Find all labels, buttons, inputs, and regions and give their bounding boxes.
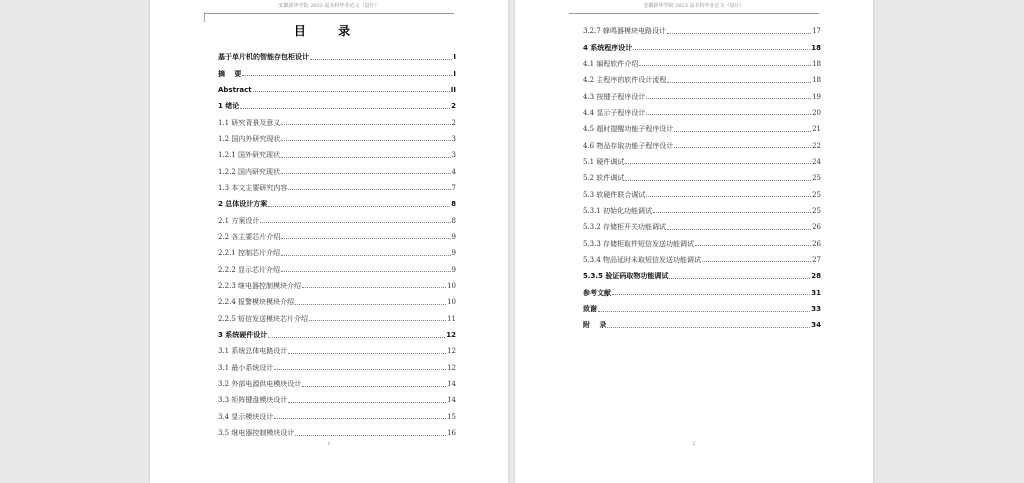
toc-entry-page: 12 xyxy=(447,347,456,356)
toc-entry[interactable] xyxy=(583,186,821,202)
page-number: 1 xyxy=(327,441,331,447)
toc-entry[interactable] xyxy=(218,245,456,261)
toc-entry-title: 4.4 显示子程序设计 xyxy=(583,108,646,117)
toc-entry-page: 26 xyxy=(812,239,821,248)
toc-entry-title: 5.3.4 物品延时未取短信发送功能调试 xyxy=(583,255,702,264)
dot-leader xyxy=(274,418,446,419)
dot-leader xyxy=(669,278,810,279)
toc-entry-title: 2.2.5 短信发送模块芯片介绍 xyxy=(218,314,309,323)
page-number: 2 xyxy=(692,441,696,447)
toc-entry-page: 22 xyxy=(812,141,821,150)
toc-entry[interactable] xyxy=(583,252,821,268)
toc-entry-title: 2.2 各主要芯片介绍 xyxy=(218,232,281,241)
toc-entry-page: 14 xyxy=(447,380,456,389)
toc-entry-title: 5.1 硬件调试 xyxy=(583,157,625,166)
toc-entry[interactable] xyxy=(583,88,821,104)
toc-entry[interactable] xyxy=(218,131,456,147)
toc-entry-page: 9 xyxy=(451,265,456,274)
toc-entry-page: 33 xyxy=(811,305,821,314)
toc-entry-page: 9 xyxy=(451,249,456,258)
toc-entry-title: 1.2.2 国内研究现状 xyxy=(218,167,281,176)
dot-leader xyxy=(598,311,810,312)
dot-leader xyxy=(281,140,450,141)
toc-entry[interactable] xyxy=(218,343,456,359)
toc-entry-title: 4.2 主程序的软件设计流程 xyxy=(583,76,667,85)
toc-entry-title: 2.2.2 显示芯片介绍 xyxy=(218,265,281,274)
dot-leader xyxy=(240,108,450,109)
toc-entry-page: 8 xyxy=(451,216,456,225)
toc-entry-title: 3.1 最小系统设计 xyxy=(218,363,274,372)
dot-leader xyxy=(607,327,810,328)
dot-leader xyxy=(695,245,811,246)
toc-entry[interactable] xyxy=(583,137,821,153)
toc-entry-page: 25 xyxy=(812,206,821,215)
dot-leader xyxy=(295,304,446,305)
toc-entry[interactable] xyxy=(583,23,821,39)
toc-entry-page: 2 xyxy=(451,118,456,127)
toc-entry[interactable] xyxy=(218,360,456,376)
toc-entry-page: 10 xyxy=(447,281,456,290)
toc-entry-page: 15 xyxy=(447,412,456,421)
header-rule xyxy=(569,13,819,14)
dot-leader xyxy=(646,98,811,99)
dot-leader xyxy=(702,261,811,262)
dot-leader xyxy=(242,75,452,76)
toc-list xyxy=(583,23,821,334)
crop-mark xyxy=(194,12,205,22)
toc-entry-page: I xyxy=(453,69,456,78)
toc-entry-page: 27 xyxy=(812,255,821,264)
toc-entry-page: 19 xyxy=(812,92,821,101)
toc-entry-title: 5.3.3 存储柜取件短信发送功能调试 xyxy=(583,239,695,248)
dot-leader xyxy=(633,49,810,50)
toc-entry[interactable] xyxy=(218,278,456,294)
toc-entry[interactable] xyxy=(218,49,456,65)
dot-leader xyxy=(653,212,811,213)
toc-entry-page: 4 xyxy=(451,167,456,176)
toc-entry[interactable] xyxy=(218,114,456,130)
toc-entry-title: Abstract xyxy=(218,85,252,94)
toc-entry[interactable] xyxy=(218,163,456,179)
dot-leader xyxy=(646,196,811,197)
toc-entry[interactable] xyxy=(218,82,456,98)
toc-entry-title: 2 总体设计方案 xyxy=(218,200,268,209)
toc-entry-page: 34 xyxy=(811,321,821,330)
toc-entry-page: 18 xyxy=(812,59,821,68)
dot-leader xyxy=(268,337,445,338)
toc-entry-page: 18 xyxy=(811,43,821,52)
toc-entry-page: 31 xyxy=(811,288,821,297)
toc-entry[interactable] xyxy=(583,219,821,235)
dot-leader xyxy=(639,65,811,66)
toc-entry-title: 3.5 继电器控制模块设计 xyxy=(218,429,295,438)
toc-entry-title: 3 系统硬件设计 xyxy=(218,331,268,340)
toc-entry[interactable] xyxy=(218,196,456,212)
toc-entry[interactable] xyxy=(218,311,456,327)
document-page-2 xyxy=(515,0,873,483)
dot-leader xyxy=(281,173,450,174)
dot-leader xyxy=(625,163,811,164)
toc-entry[interactable] xyxy=(583,317,821,333)
toc-list xyxy=(218,49,456,441)
toc-entry-page: 12 xyxy=(447,363,456,372)
toc-entry-page: 10 xyxy=(447,298,456,307)
dot-leader xyxy=(646,114,811,115)
toc-entry[interactable] xyxy=(583,72,821,88)
toc-entry-title: 5.3.2 存储柜开关功能调试 xyxy=(583,223,667,232)
toc-entry-title: 1.1 研究背景及意义 xyxy=(218,118,281,127)
toc-entry-title: 4.3 按键子程序设计 xyxy=(583,92,646,101)
dot-leader xyxy=(281,157,450,158)
toc-entry-page: 25 xyxy=(812,174,821,183)
toc-entry-title: 4.5 超时提醒功能子程序设计 xyxy=(583,125,674,134)
toc-entry[interactable] xyxy=(218,65,456,81)
toc-entry-title: 4 系统程序设计 xyxy=(583,43,633,52)
document-page-1 xyxy=(150,0,508,483)
dot-leader xyxy=(625,180,811,181)
toc-entry[interactable] xyxy=(583,56,821,72)
toc-entry[interactable] xyxy=(218,212,456,228)
dot-leader xyxy=(281,238,450,239)
toc-entry[interactable] xyxy=(583,268,821,284)
toc-entry-page: 20 xyxy=(812,108,821,117)
dot-leader xyxy=(288,189,450,190)
toc-entry[interactable] xyxy=(218,327,456,343)
toc-entry-page: 12 xyxy=(446,331,456,340)
toc-entry[interactable] xyxy=(583,235,821,251)
toc-entry[interactable] xyxy=(218,180,456,196)
dot-leader xyxy=(310,59,452,60)
dot-leader xyxy=(302,287,446,288)
toc-entry-title: 2.2.4 报警模块模块介绍 xyxy=(218,298,295,307)
toc-entry[interactable] xyxy=(218,425,456,441)
toc-entry[interactable] xyxy=(218,392,456,408)
toc-entry-title: 参考文献 xyxy=(583,288,611,297)
dot-leader xyxy=(288,402,446,403)
toc-entry-title: 基于单片机的智能存包柜设计 xyxy=(218,53,309,62)
dot-leader xyxy=(667,229,811,230)
toc-entry[interactable] xyxy=(583,170,821,186)
toc-entry[interactable] xyxy=(218,409,456,425)
header-rule xyxy=(204,13,454,14)
toc-entry-title: 摘 要 xyxy=(218,69,242,78)
toc-entry-title: 1 绪论 xyxy=(218,102,240,111)
toc-entry[interactable] xyxy=(218,376,456,392)
dot-leader xyxy=(288,353,446,354)
dot-leader xyxy=(302,386,446,387)
toc-entry-title: 2.2.3 继电器控制模块介绍 xyxy=(218,281,302,290)
dot-leader xyxy=(674,147,811,148)
dot-leader xyxy=(260,222,450,223)
dot-leader xyxy=(281,124,450,125)
toc-entry-title: 3.4 显示模块设计 xyxy=(218,412,274,421)
toc-entry-title: 1.2.1 国外研究现状 xyxy=(218,151,281,160)
toc-entry-page: 3 xyxy=(451,134,456,143)
toc-entry-page: 9 xyxy=(451,232,456,241)
toc-entry-title: 致谢 xyxy=(583,305,597,314)
toc-entry-title: 附 录 xyxy=(583,321,607,330)
toc-entry-title: 3.3 矩阵键盘模块设计 xyxy=(218,396,288,405)
dot-leader xyxy=(295,435,446,436)
toc-entry[interactable] xyxy=(583,203,821,219)
dot-leader xyxy=(268,206,450,207)
toc-entry-page: 16 xyxy=(447,429,456,438)
dot-leader xyxy=(667,82,811,83)
dot-leader xyxy=(253,91,450,92)
toc-entry-page: 26 xyxy=(812,223,821,232)
toc-entry[interactable] xyxy=(583,105,821,121)
toc-entry-page: 21 xyxy=(812,125,821,134)
toc-entry-page: 11 xyxy=(447,314,456,323)
toc-entry-page: 8 xyxy=(451,200,456,209)
toc-entry-title: 5.3.1 初始化功能调试 xyxy=(583,206,653,215)
dot-leader xyxy=(612,294,810,295)
toc-entry[interactable] xyxy=(218,294,456,310)
dot-leader xyxy=(281,255,450,256)
page-header: 安徽新华学院 2023 届本科毕业论文（设计） xyxy=(643,3,745,9)
toc-entry-title: 4.6 物品存取功能子程序设计 xyxy=(583,141,674,150)
toc-entry[interactable] xyxy=(218,229,456,245)
page-header: 安徽新华学院 2023 届本科毕业论文（设计） xyxy=(278,3,380,9)
toc-entry[interactable] xyxy=(583,285,821,301)
dot-leader xyxy=(281,271,450,272)
toc-entry-page: 3 xyxy=(451,151,456,160)
toc-entry-title: 5.3 软硬件联合调试 xyxy=(583,190,646,199)
toc-entry-page: I xyxy=(453,53,456,62)
toc-entry-title: 3.2 外部电源供电模块设计 xyxy=(218,380,302,389)
toc-entry[interactable] xyxy=(218,261,456,277)
toc-entry-page: 2 xyxy=(451,102,456,111)
toc-entry[interactable] xyxy=(218,147,456,163)
toc-entry-page: 28 xyxy=(811,272,821,281)
toc-entry-title: 4.1 编程软件介绍 xyxy=(583,59,639,68)
toc-entry-page: 14 xyxy=(447,396,456,405)
toc-entry[interactable] xyxy=(583,301,821,317)
toc-entry-page: 17 xyxy=(812,27,821,36)
toc-entry-page: II xyxy=(450,85,456,94)
dot-leader xyxy=(309,320,446,321)
toc-entry-page: 7 xyxy=(451,183,456,192)
toc-entry-title: 1.2 国内外研究现状 xyxy=(218,134,281,143)
toc-entry-title: 1.3 本文主要研究内容 xyxy=(218,183,288,192)
toc-entry-title: 5.2 软件调试 xyxy=(583,174,625,183)
dot-leader xyxy=(274,369,446,370)
toc-entry-page: 25 xyxy=(812,190,821,199)
toc-entry-page: 24 xyxy=(812,157,821,166)
toc-entry-title: 2.1 方案设计 xyxy=(218,216,260,225)
toc-entry-page: 18 xyxy=(812,76,821,85)
toc-entry[interactable] xyxy=(583,154,821,170)
toc-entry-title: 3.2.7 蜂鸣器模块电路设计 xyxy=(583,27,667,36)
toc-entry[interactable] xyxy=(583,121,821,137)
dot-leader xyxy=(674,131,811,132)
toc-title: 目 录 xyxy=(293,24,365,38)
toc-entry-title: 5.3.5 验证码取物功能调试 xyxy=(583,272,669,281)
toc-entry-title: 2.2.1 控制芯片介绍 xyxy=(218,249,281,258)
toc-entry[interactable] xyxy=(583,39,821,55)
toc-entry-title: 3.1 系统总体电路设计 xyxy=(218,347,288,356)
toc-entry[interactable] xyxy=(218,98,456,114)
dot-leader xyxy=(667,33,811,34)
